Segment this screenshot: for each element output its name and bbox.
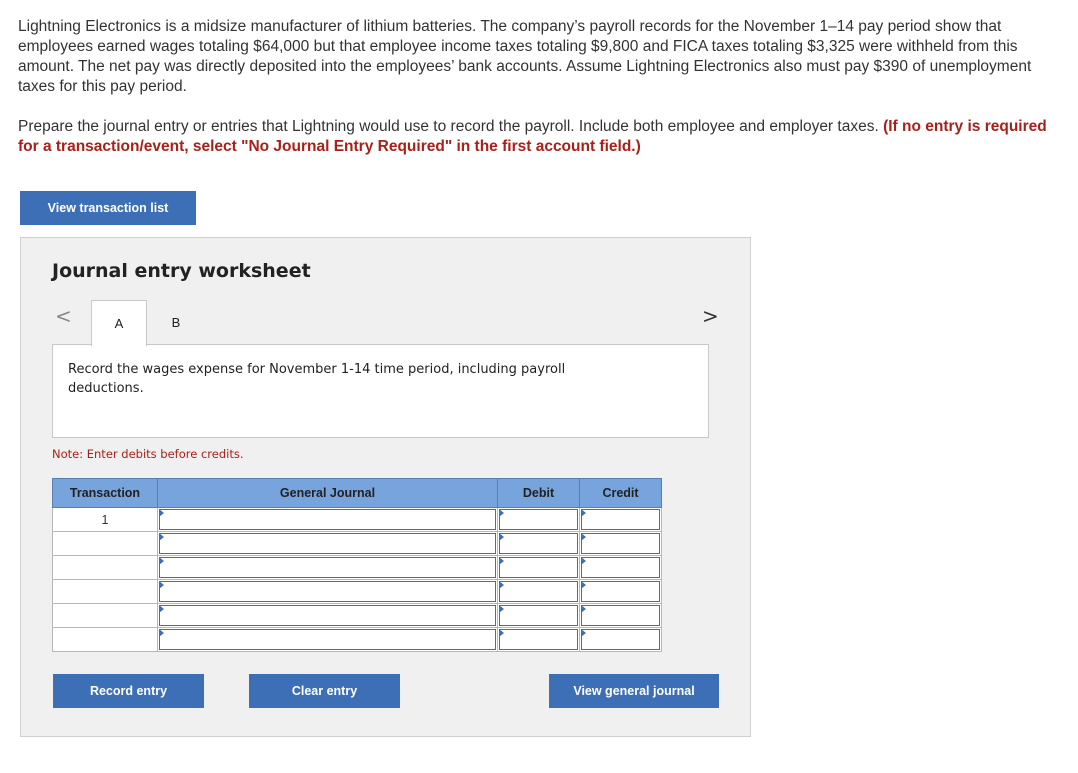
dropdown-marker-icon xyxy=(159,533,164,541)
input-marker-icon xyxy=(581,605,586,613)
table-row xyxy=(53,556,662,580)
view-transaction-list-button[interactable]: View transaction list xyxy=(20,191,196,225)
problem-paragraph-1: Lightning Electronics is a midsize manufacturer of lithium batteries. The company’s payroll records for the November 1–14 pay period show that employees earned wages totaling $64,000 but that employee income taxes totaling $9,800 and FICA taxes totaling $3,325 were withheld from this amount. The net pay was directly deposited into the employees’ bank accounts. Assume Lightning Electronics also must pay $390 of unemployment taxes for this pay period. xyxy=(18,18,1032,95)
dropdown-marker-icon xyxy=(159,557,164,565)
input-marker-icon xyxy=(499,533,504,541)
credit-input[interactable] xyxy=(581,509,660,530)
credit-input[interactable] xyxy=(581,533,660,554)
input-marker-icon xyxy=(499,605,504,613)
debit-input[interactable] xyxy=(499,509,578,530)
clear-entry-button[interactable]: Clear entry xyxy=(249,674,400,708)
header-general-journal: General Journal xyxy=(158,479,498,508)
dropdown-marker-icon xyxy=(159,509,164,517)
debit-input[interactable] xyxy=(499,605,578,626)
account-select[interactable] xyxy=(159,605,496,626)
transaction-description: Record the wages expense for November 1-14 time period, including payroll deductions. xyxy=(68,362,566,396)
input-marker-icon xyxy=(581,533,586,541)
table-row xyxy=(53,532,662,556)
view-general-journal-button[interactable]: View general journal xyxy=(549,674,719,708)
chevron-left-icon[interactable]: < xyxy=(55,304,72,328)
debit-cell xyxy=(498,532,580,556)
table-row xyxy=(53,580,662,604)
account-select[interactable] xyxy=(159,581,496,602)
credit-cell xyxy=(580,508,662,532)
transaction-number xyxy=(53,580,158,604)
dropdown-marker-icon xyxy=(159,605,164,613)
debit-cell xyxy=(498,604,580,628)
dropdown-marker-icon xyxy=(159,581,164,589)
chevron-right-icon[interactable]: > xyxy=(702,304,719,328)
credit-cell xyxy=(580,532,662,556)
account-cell xyxy=(158,556,498,580)
transaction-number: 1 xyxy=(53,508,158,532)
journal-entry-worksheet xyxy=(20,237,751,737)
input-marker-icon xyxy=(581,629,586,637)
credit-cell xyxy=(580,628,662,652)
problem-paragraph-2 xyxy=(18,117,1058,157)
transaction-number xyxy=(53,604,158,628)
transaction-number xyxy=(53,628,158,652)
record-entry-button[interactable]: Record entry xyxy=(53,674,204,708)
tab-b[interactable]: B xyxy=(171,314,181,330)
account-cell xyxy=(158,508,498,532)
account-cell xyxy=(158,580,498,604)
input-marker-icon xyxy=(581,557,586,565)
credit-cell xyxy=(580,580,662,604)
account-select[interactable] xyxy=(159,629,496,650)
credit-cell xyxy=(580,556,662,580)
journal-entry-table xyxy=(52,478,662,652)
dropdown-marker-icon xyxy=(159,629,164,637)
account-cell xyxy=(158,604,498,628)
table-header-row xyxy=(53,479,662,508)
account-cell xyxy=(158,532,498,556)
debit-input[interactable] xyxy=(499,557,578,578)
entry-note: Note: Enter debits before credits. xyxy=(52,447,244,461)
account-select[interactable] xyxy=(159,533,496,554)
credit-input[interactable] xyxy=(581,605,660,626)
debit-input[interactable] xyxy=(499,533,578,554)
credit-cell xyxy=(580,604,662,628)
debit-input[interactable] xyxy=(499,581,578,602)
debit-cell xyxy=(498,508,580,532)
table-row xyxy=(53,604,662,628)
table-row xyxy=(53,628,662,652)
header-debit: Debit xyxy=(498,479,580,508)
debit-cell xyxy=(498,628,580,652)
debit-cell xyxy=(498,580,580,604)
input-marker-icon xyxy=(581,581,586,589)
account-select[interactable] xyxy=(159,557,496,578)
credit-input[interactable] xyxy=(581,557,660,578)
transaction-number xyxy=(53,532,158,556)
tab-a[interactable]: A xyxy=(91,300,147,346)
worksheet-title: Journal entry worksheet xyxy=(52,260,311,282)
problem-statement xyxy=(18,17,1058,177)
input-marker-icon xyxy=(581,509,586,517)
transaction-description-box xyxy=(52,344,709,438)
transaction-number xyxy=(53,556,158,580)
input-marker-icon xyxy=(499,581,504,589)
input-marker-icon xyxy=(499,557,504,565)
account-select[interactable] xyxy=(159,509,496,530)
problem-instruction-note: (If no entry is required for a transaction/event, select "No Journal Entry Required" in the first account field.) xyxy=(18,118,1047,155)
header-credit: Credit xyxy=(580,479,662,508)
header-transaction: Transaction xyxy=(53,479,158,508)
debit-cell xyxy=(498,556,580,580)
table-row xyxy=(53,508,662,532)
credit-input[interactable] xyxy=(581,581,660,602)
credit-input[interactable] xyxy=(581,629,660,650)
problem-instruction: Prepare the journal entry or entries that Lightning would use to record the payroll. Include both employee and employer taxes. xyxy=(18,118,879,135)
input-marker-icon xyxy=(499,629,504,637)
debit-input[interactable] xyxy=(499,629,578,650)
input-marker-icon xyxy=(499,509,504,517)
account-cell xyxy=(158,628,498,652)
